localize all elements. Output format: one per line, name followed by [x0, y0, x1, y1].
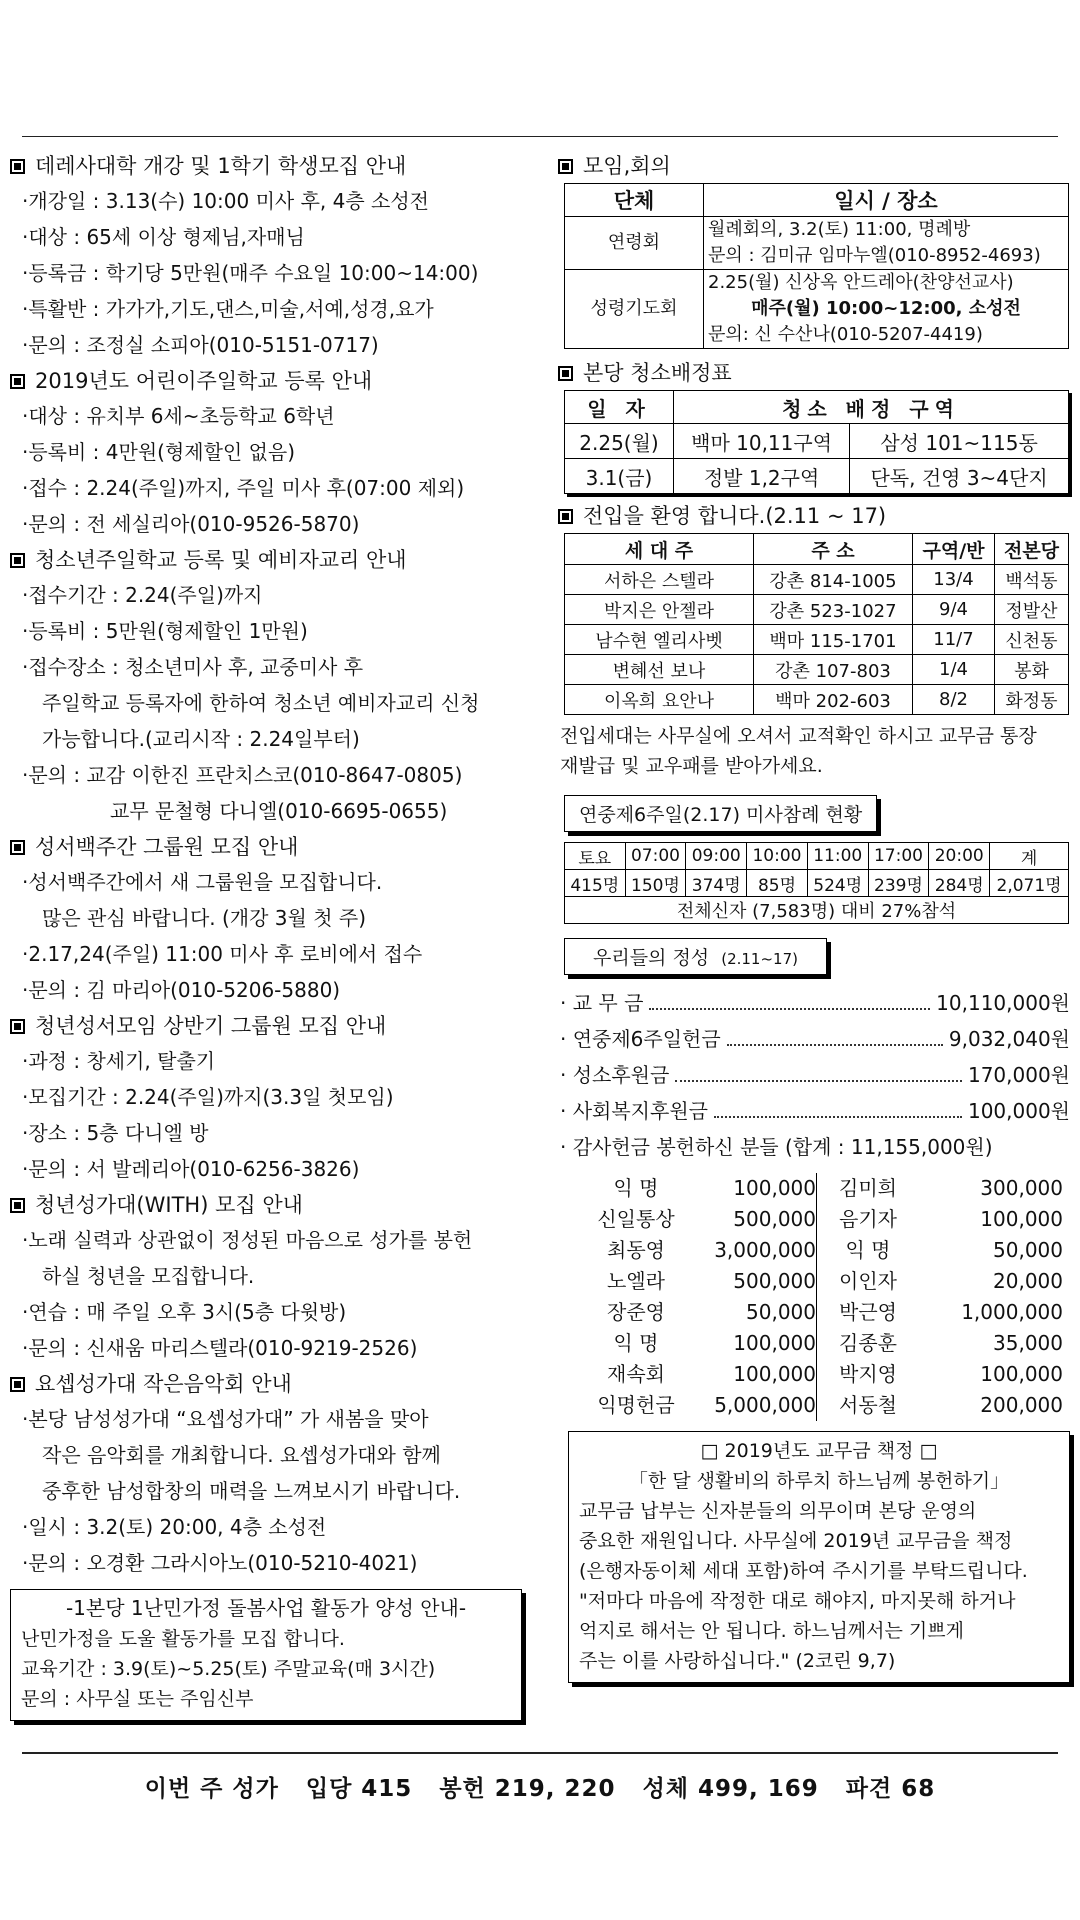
info-line: ·2.17,24(주일) 11:00 미사 후 로비에서 접수 — [22, 942, 423, 966]
info-line: ·성서백주간에서 새 그룹원을 모집합니다. — [22, 870, 383, 894]
table-row: 2.25(월) 백마 10,11구역 삼성 101~115동 — [565, 424, 1069, 459]
section-heading: 청소년주일학교 등록 및 예비자교리 안내 — [10, 544, 538, 577]
info-line: ·등록비 : 4만원(형제할인 없음) — [22, 440, 296, 464]
bottom-rule — [22, 1752, 1058, 1754]
box-line: 교육기간 : 3.9(토)~5.25(토) 주말교육(매 3시간) — [21, 1658, 436, 1680]
group-cell: 성령기도회 — [565, 270, 704, 349]
table-row: 415명 150명 374명 85명 524명 239명 284명 2,071명 — [565, 870, 1069, 897]
section-youth-school — [10, 544, 538, 829]
table-header: 구역/반 — [913, 534, 995, 565]
info-line: ·일시 : 3.2(토) 20:00, 4층 소성전 — [22, 1515, 327, 1539]
table-row — [565, 217, 1069, 270]
square-bullet-icon — [10, 840, 25, 855]
table-row: 전체신자 (7,583명) 대비 27%참석 — [565, 897, 1069, 924]
tithe-notice-box — [568, 1431, 1070, 1683]
offering-title: 우리들의 정성 (2.11~17) — [564, 938, 827, 975]
notice-slogan: 「한 달 생활비의 하루치 하느님께 봉헌하기」 — [628, 1470, 1010, 1492]
hymn-footer: 이번 주 성가 입당 415 봉헌 219, 220 성체 499, 169 파견 68 — [144, 1776, 936, 1802]
info-line: ·접수기간 : 2.24(주일)까지 — [22, 583, 263, 607]
info-line: ·장소 : 5층 다니엘 방 — [22, 1121, 209, 1145]
donor-row: 장준영 50,000 — [607, 1300, 816, 1324]
info-line: ·연습 : 매 주일 오후 3시(5층 다윗방) — [22, 1300, 347, 1324]
table-row: 박지은 안젤라 강촌 523-1027 9/4 정발산 — [565, 595, 1069, 625]
info-line: 가능합니다.(교리시작 : 2.24일부터) — [42, 727, 360, 751]
notice-line: 교무금 납부는 신자분들의 의무이며 본당 운영의 — [579, 1500, 977, 1522]
info-line: 교무 문철형 다니엘(010-6695-0655) — [110, 799, 448, 823]
info-line: 중후한 남성합창의 매력을 느껴보시기 바랍니다. — [42, 1479, 461, 1503]
donor-row: 김미희 300,000 — [839, 1176, 1063, 1200]
meeting-heading: 모임,회의 — [558, 150, 1070, 183]
mass-attendance-table — [564, 842, 1069, 924]
info-line: ·특활반 : 가가가,기도,댄스,미술,서예,성경,요가 — [22, 297, 434, 321]
info-line: ·접수 : 2.24(주일)까지, 주일 미사 후(07:00 제외) — [22, 476, 465, 500]
notice-line: 중요한 재원입니다. 사무실에 2019년 교무금을 책정 — [579, 1530, 1013, 1552]
donor-row: 박근영 1,000,000 — [839, 1300, 1063, 1324]
offering-line: · 성소후원금 170,000원 — [558, 1057, 1070, 1093]
section-heading: 청년성가대(WITH) 모집 안내 — [10, 1189, 538, 1222]
offering-line: · 연중제6주일헌금 9,032,040원 — [558, 1021, 1070, 1057]
info-line: ·문의 : 조정실 소피아(010-5151-0717) — [22, 333, 379, 357]
donor-row: 이인자 20,000 — [839, 1269, 1063, 1293]
donor-row: 익 명 50,000 — [845, 1238, 1063, 1262]
cleaning-heading: 본당 청소배정표 — [558, 357, 1070, 390]
movein-note: 전입세대는 사무실에 오셔서 교적확인 하시고 교무금 통장 재발급 및 교우패를 받아가세요. — [560, 725, 1037, 777]
info-line: 작은 음악회를 개최합니다. 요셉성가대와 함께 — [42, 1443, 441, 1467]
info-line: ·모집기간 : 2.24(주일)까지(3.3일 첫모임) — [22, 1085, 394, 1109]
donor-row: 김종훈 35,000 — [839, 1331, 1063, 1355]
section-heading: 데레사대학 개강 및 1학기 학생모집 안내 — [10, 150, 538, 183]
donor-row: 익 명 100,000 — [613, 1176, 816, 1200]
table-header: 일 자 — [565, 391, 674, 424]
schedule-cell: 2.25(월) 신상옥 안드레아(찬양선교사) 매주(월) 10:00~12:00, 소성전 문의: 신 수산나(010-5207-4419) — [704, 270, 1069, 349]
mass-attendance-title: 연중제6주일(2.17) 미사참례 현황 — [564, 795, 877, 832]
info-line: ·문의 : 서 발레리아(010-6256-3826) — [22, 1157, 360, 1181]
info-line: 하실 청년을 모집합니다. — [42, 1264, 255, 1288]
donor-row: 최동영 3,000,000 — [607, 1238, 816, 1262]
square-bullet-icon — [558, 366, 573, 381]
info-line: ·대상 : 유치부 6세~초등학교 6학년 — [22, 404, 335, 428]
movein-table — [564, 533, 1069, 715]
info-line: ·문의 : 교감 이한진 프란치스코(010-8647-0805) — [22, 763, 463, 787]
section-heading: 성서백주간 그룹원 모집 안내 — [10, 831, 538, 864]
table-header: 주 소 — [754, 534, 913, 565]
schedule-cell: 월례회의, 3.2(토) 11:00, 명례방 문의 : 김미규 임마누엘(010-8952-4693) — [704, 217, 1069, 270]
meeting-table — [564, 183, 1069, 349]
left-column — [10, 150, 538, 1721]
table-header: 일시 / 장소 — [704, 184, 1069, 217]
table-row: 토요 07:00 09:00 10:00 11:00 17:00 20:00 계 — [565, 843, 1069, 870]
donor-row: 서동철 200,000 — [839, 1393, 1063, 1417]
donor-row: 신일통상 500,000 — [597, 1207, 816, 1231]
info-line: ·문의 : 전 세실리아(010-9526-5870) — [22, 512, 360, 536]
table-row: 남수현 엘리사벳 백마 115-1701 11/7 신천동 — [565, 625, 1069, 655]
refugee-program-box — [10, 1589, 522, 1721]
cleaning-table — [564, 390, 1069, 494]
section-heading: 2019년도 어린이주일학교 등록 안내 — [10, 365, 538, 398]
square-bullet-icon — [558, 509, 573, 524]
square-bullet-icon — [10, 553, 25, 568]
offering-line: · 교 무 금 10,110,000원 — [558, 985, 1070, 1021]
section-youth-choir — [10, 1189, 538, 1366]
info-line: ·문의 : 신새움 마리스텔라(010-9219-2526) — [22, 1336, 418, 1360]
table-row: 변혜선 보나 강촌 107-803 1/4 봉화 — [565, 655, 1069, 685]
donor-row: 박지영 100,000 — [839, 1362, 1063, 1386]
donor-row: 노엘라 500,000 — [607, 1269, 816, 1293]
table-header: 전본당 — [995, 534, 1069, 565]
info-line: ·본당 남성성가대 “요셉성가대” 가 새봄을 맞아 — [22, 1407, 429, 1431]
box-title: -1본당 1난민가정 돌봄사업 활동가 양성 안내- — [65, 1596, 467, 1620]
section-heading: 요셉성가대 작은음악회 안내 — [10, 1368, 538, 1401]
section-youth-bible — [10, 1010, 538, 1187]
section-heading: 청년성서모임 상반기 그룹원 모집 안내 — [10, 1010, 538, 1043]
table-row: 서하은 스텔라 강촌 814-1005 13/4 백석동 — [565, 565, 1069, 595]
info-line: ·등록비 : 5만원(형제할인 1만원) — [22, 619, 308, 643]
notice-line: (은행자동이체 세대 포함)하여 주시기를 부탁드립니다. — [579, 1560, 1028, 1582]
info-line: ·노래 실력과 상관없이 정성된 마음으로 성가를 봉헌 — [22, 1228, 473, 1252]
square-bullet-icon — [10, 374, 25, 389]
donor-column-left — [586, 1173, 816, 1421]
info-line: 주일학교 등록자에 한하여 청소년 예비자교리 신청 — [42, 691, 480, 715]
table-header: 단체 — [565, 184, 704, 217]
section-university — [10, 150, 538, 363]
info-line: ·개강일 : 3.13(수) 10:00 미사 후, 4층 소성전 — [22, 189, 429, 213]
info-line: ·문의 : 김 마리아(010-5206-5880) — [22, 978, 341, 1002]
table-row: 이옥희 요안나 백마 202-603 8/2 화정동 — [565, 685, 1069, 715]
donor-column-right — [816, 1173, 1063, 1421]
notice-line: 주는 이를 사랑하십니다." (2코린 9,7) — [579, 1650, 896, 1672]
right-column — [558, 150, 1070, 1683]
info-line: ·접수장소 : 청소년미사 후, 교중미사 후 — [22, 655, 364, 679]
square-bullet-icon — [10, 1198, 25, 1213]
donor-row: 익 명 100,000 — [613, 1331, 816, 1355]
thanks-offering-heading: · 감사헌금 봉헌하신 분들 (합계 : 11,155,000원) — [560, 1135, 993, 1159]
info-line: 많은 관심 바랍니다. (개강 3월 첫 주) — [42, 906, 366, 930]
notice-line: 억지로 해서는 안 됩니다. 하느님께서는 기쁘게 — [579, 1620, 964, 1642]
donor-list — [586, 1173, 1070, 1421]
square-bullet-icon — [10, 1019, 25, 1034]
section-bible-study — [10, 831, 538, 1008]
donor-row: 음기자 100,000 — [839, 1207, 1063, 1231]
info-line: ·등록금 : 학기당 5만원(매주 수요일 10:00~14:00) — [22, 261, 479, 285]
table-header: 청소 배정 구역 — [674, 391, 1069, 424]
square-bullet-icon — [558, 159, 573, 174]
info-line: ·문의 : 오경환 그라시아노(010-5210-4021) — [22, 1551, 418, 1575]
donor-row: 재속회 100,000 — [607, 1362, 816, 1386]
group-cell: 연령회 — [565, 217, 704, 270]
top-rule — [22, 136, 1058, 137]
section-joseph-choir — [10, 1368, 538, 1581]
table-row: 3.1(금) 정발 1,2구역 단독, 건영 3~4단지 — [565, 459, 1069, 494]
offering-line: · 사회복지후원금 100,000원 — [558, 1093, 1070, 1129]
square-bullet-icon — [10, 1377, 25, 1392]
notice-line: "저마다 마음에 작정한 대로 해야지, 마지못해 하거나 — [579, 1590, 1016, 1612]
box-line: 난민가정을 도울 활동가를 모집 합니다. — [21, 1628, 345, 1650]
table-header: 세 대 주 — [565, 534, 754, 565]
notice-title: □ 2019년도 교무금 책정 □ — [700, 1440, 938, 1462]
info-line: ·대상 : 65세 이상 형제님,자매님 — [22, 225, 305, 249]
donor-row: 익명헌금 5,000,000 — [597, 1393, 816, 1417]
info-line: ·과정 : 창세기, 탈출기 — [22, 1049, 216, 1073]
box-line: 문의 : 사무실 또는 주임신부 — [21, 1688, 254, 1710]
section-children-school — [10, 365, 538, 542]
square-bullet-icon — [10, 159, 25, 174]
table-row — [565, 270, 1069, 349]
movein-heading: 전입을 환영 합니다.(2.11 ~ 17) — [558, 500, 1070, 533]
